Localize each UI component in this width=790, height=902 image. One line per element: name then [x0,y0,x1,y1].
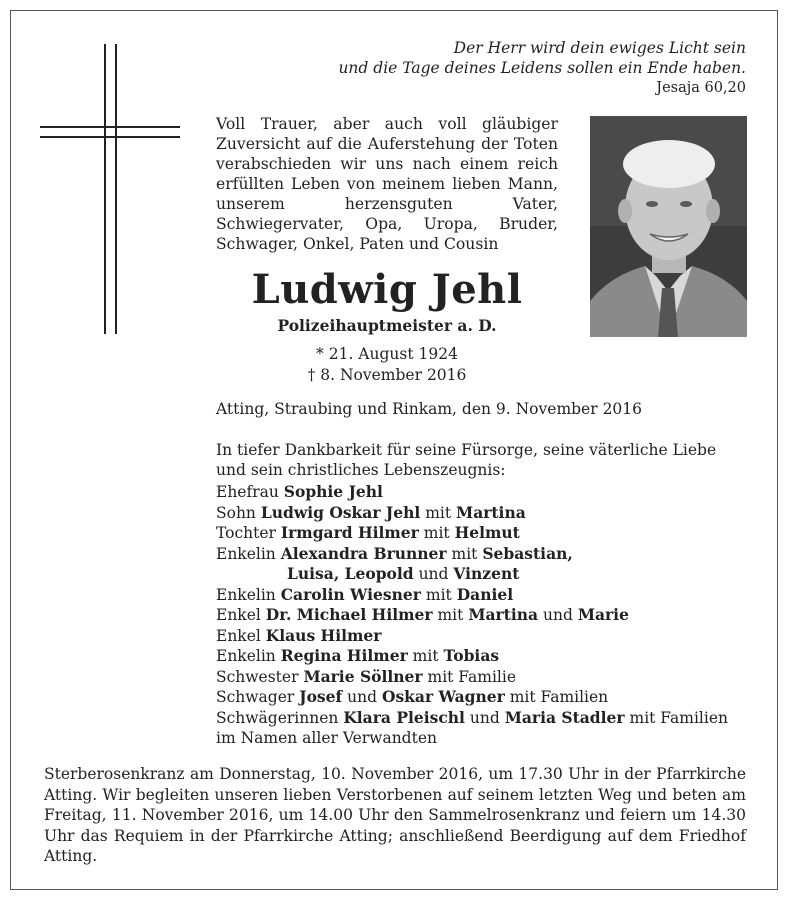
mourner-text: Tochter [216,524,276,542]
mourner-text: und [469,708,500,727]
mourner-text: mit [437,606,464,624]
birth-date: * 21. August 1924 [316,345,458,363]
mourner-row [216,708,756,729]
mourner-name: Martina [468,605,539,624]
intro-text: Voll Trauer, aber auch voll gläubiger Zuversicht auf die Auferstehung der Toten verabschieden wir uns nach einem reich erfüllten Leben von meinem lieben Mann, unserem herzensguten Vater, Schwiegervater, Opa, Uropa, Bruder, Schwager, Onkel, Paten und Cousin [216,115,558,253]
mourner-text: Schwägerinnen [216,708,339,727]
mourner-row [216,585,756,606]
place-and-date: Atting, Straubing und Rinkam, den 9. November 2016 [216,400,643,418]
mourner-name: Sebastian, [482,543,573,563]
mourner-name: Vinzent [453,564,520,583]
deceased-name: Ludwig Jehl [251,266,523,313]
mourner-name: Marie Söllner [303,666,423,686]
mourner-row [216,728,756,749]
mourner-row [216,667,756,688]
bible-verse [286,38,746,98]
mourner-text: mit [412,647,439,665]
mourner-text: Enkel [216,606,261,624]
mourner-name: Oskar Wagner [381,687,505,706]
mourner-text: und [542,606,573,624]
mourner-name: Dr. Michael Hilmer [265,605,433,624]
mourner-row [216,544,756,565]
mourner-text: Sohn [216,503,256,522]
death-date: † 8. November 2016 [307,366,467,384]
mourner-row [216,482,756,503]
mourner-text: mit Familien [629,708,728,727]
mourner-name: Martina [456,502,526,522]
mourner-text: mit [425,585,452,604]
mourner-name: Klara Pleischl [343,707,465,727]
mourner-text: Enkel [216,626,261,645]
mourner-name: Tobias [443,646,500,665]
mourner-text: mit [423,524,450,542]
mourners-list [216,482,756,749]
mourner-text: Schwester [216,667,299,686]
mourner-name: Luisa, Leopold [287,564,414,583]
mourner-name: Sophie Jehl [283,482,383,501]
mourner-row [216,523,756,544]
mourner-row [216,503,756,524]
mourner-name: Daniel [456,584,514,604]
mourner-name: Carolin Wiesner [280,584,421,604]
mourner-text: und [418,565,449,583]
mourner-name: Maria Stadler [504,707,625,727]
verse-reference: Jesaja 60,20 [656,80,746,96]
mourner-name: Josef [299,687,343,706]
mourner-text: mit Familien [509,688,609,706]
mourner-text: Ehefrau [216,483,279,501]
mourner-text: Enkelin [216,544,276,563]
mourner-text: im Namen aller Verwandten [216,729,437,747]
mourner-text: Enkelin [216,585,276,604]
mourner-name: Irmgard Hilmer [280,523,419,542]
mourner-row [216,564,756,585]
mourner-name: Ludwig Oskar Jehl [260,502,421,522]
mourner-text: mit [451,544,478,563]
mourner-name: Marie [577,605,629,624]
mourner-text: mit Familie [427,667,516,686]
thanks-text: In tiefer Dankbarkeit für seine Fürsorge, seine väterliche Liebe und sein christliches Lebenszeugnis: [216,441,717,479]
mourner-text: und [347,688,377,706]
deceased-title: Polizeihauptmeister a. D. [277,316,497,335]
mourner-row [216,626,756,647]
verse-line-1: Der Herr wird dein ewiges Licht sein [453,39,746,57]
funeral-details: Sterberosenkranz am Donnerstag, 10. November 2016, um 17.30 Uhr in der Pfarrkirche Atting. Wir begleiten unseren lieben Verstorbenen auf seinem letzten Weg und beten am Freitag, 11. November 2016, um 14.00 Uhr den Sammelrosenkranz und feiern um 14.30 Uhr das Requiem in der Pfarrkirche Atting; anschließend Beerdigung auf dem Friedhof Atting. [44,765,746,865]
mourner-row [216,646,756,667]
mourner-name: Helmut [454,523,520,542]
mourner-name: Alexandra Brunner [280,543,447,563]
mourner-name: Klaus Hilmer [265,625,382,645]
mourner-text: Enkelin [216,647,276,665]
cross-icon [40,44,180,334]
verse-line-2: und die Tage deines Leidens sollen ein Ende haben. [338,59,746,77]
mourner-row [216,605,756,626]
mourner-name: Regina Hilmer [280,646,408,665]
mourner-text: Schwager [216,688,295,706]
mourner-row [216,687,756,708]
portrait-photo [590,116,747,337]
mourner-text: mit [425,503,452,522]
